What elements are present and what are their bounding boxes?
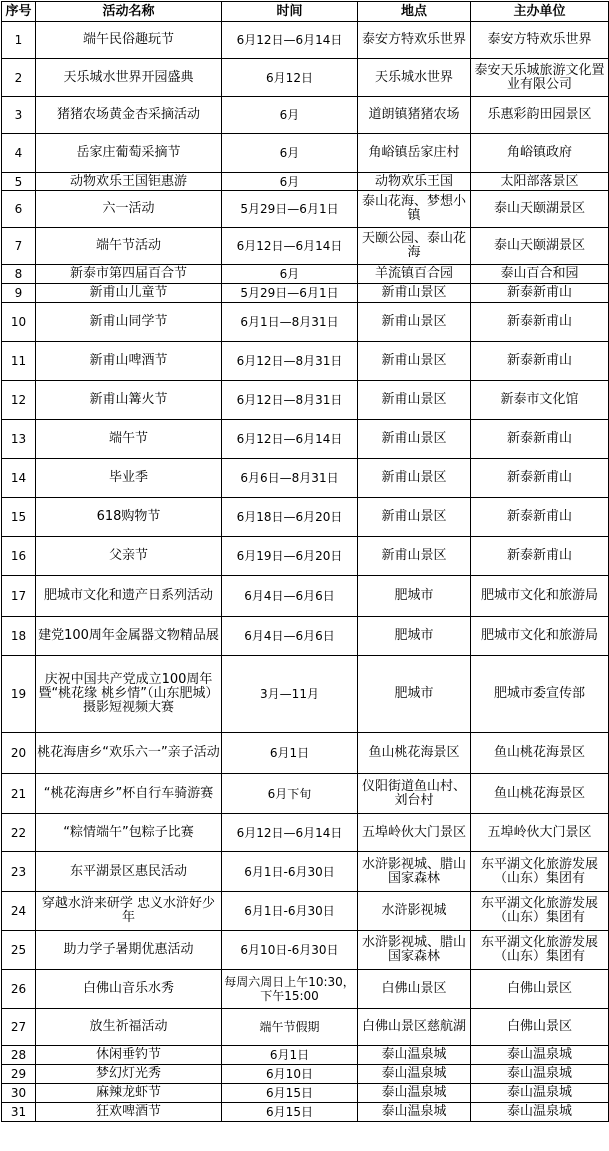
activity-organizer: 乐惠彩韵田园景区 <box>471 97 609 134</box>
activity-place: 泰山花海、梦想小镇 <box>358 191 471 228</box>
activity-organizer: 新泰市文化馆 <box>471 381 609 420</box>
activity-place: 新甫山景区 <box>358 284 471 303</box>
row-number: 15 <box>2 498 36 537</box>
header-org: 主办单位 <box>471 2 609 22</box>
activity-name: “粽情端午”包粽子比赛 <box>36 814 222 852</box>
row-number: 30 <box>2 1084 36 1103</box>
activity-time: 6月10日 <box>222 1065 358 1084</box>
activity-organizer: 新泰新甫山 <box>471 498 609 537</box>
activity-organizer: 泰山天颐湖景区 <box>471 228 609 265</box>
activity-time: 6月下旬 <box>222 774 358 814</box>
activity-organizer: 泰山温泉城 <box>471 1084 609 1103</box>
table-row <box>2 1009 609 1046</box>
activity-organizer: 泰山天颐湖景区 <box>471 191 609 228</box>
activity-time: 6月1日-6月30日 <box>222 852 358 892</box>
activity-name: 动物欢乐王国钜惠游 <box>36 173 222 191</box>
header-row <box>2 2 609 22</box>
activity-name: 新甫山啤酒节 <box>36 342 222 381</box>
table-row <box>2 1103 609 1122</box>
activity-place: 新甫山景区 <box>358 381 471 420</box>
table-row <box>2 774 609 814</box>
table-row <box>2 303 609 342</box>
activity-place: 泰安方特欢乐世界 <box>358 22 471 59</box>
activity-organizer: 新泰新甫山 <box>471 459 609 498</box>
table-row <box>2 381 609 420</box>
header-place: 地点 <box>358 2 471 22</box>
activity-place: 白佛山景区慈航湖 <box>358 1009 471 1046</box>
table-row <box>2 22 609 59</box>
activity-place: 羊流镇百合园 <box>358 265 471 284</box>
activity-organizer: 肥城市委宣传部 <box>471 656 609 733</box>
activity-name: 东平湖景区惠民活动 <box>36 852 222 892</box>
table-row <box>2 537 609 576</box>
row-number: 24 <box>2 892 36 931</box>
activity-name: 猪猪农场黄金杏采摘活动 <box>36 97 222 134</box>
activity-organizer: 新泰新甫山 <box>471 420 609 459</box>
header-no: 序号 <box>2 2 36 22</box>
activity-place: 鱼山桃花海景区 <box>358 733 471 774</box>
activity-time: 6月12日—6月14日 <box>222 22 358 59</box>
table-row <box>2 191 609 228</box>
table-row <box>2 931 609 970</box>
activity-place: 五埠岭伙大门景区 <box>358 814 471 852</box>
activity-organizer: 五埠岭伙大门景区 <box>471 814 609 852</box>
activity-organizer: 白佛山景区 <box>471 1009 609 1046</box>
table-row <box>2 342 609 381</box>
table-row <box>2 576 609 617</box>
table-row <box>2 617 609 656</box>
activity-name: 庆祝中国共产党成立100周年暨“桃花缘 桃乡情”（山东肥城）摄影短视频大赛 <box>36 656 222 733</box>
activity-time: 6月1日 <box>222 1046 358 1065</box>
activity-name: 建党100周年金属器文物精品展 <box>36 617 222 656</box>
row-number: 12 <box>2 381 36 420</box>
activity-place: 新甫山景区 <box>358 537 471 576</box>
table-row <box>2 498 609 537</box>
header-time: 时间 <box>222 2 358 22</box>
activity-place: 新甫山景区 <box>358 420 471 459</box>
activity-place: 新甫山景区 <box>358 303 471 342</box>
row-number: 29 <box>2 1065 36 1084</box>
activity-organizer: 新泰新甫山 <box>471 342 609 381</box>
table-row <box>2 173 609 191</box>
row-number: 10 <box>2 303 36 342</box>
activity-place: 泰山温泉城 <box>358 1065 471 1084</box>
activity-time: 6月12日—6月14日 <box>222 814 358 852</box>
activity-organizer: 东平湖文化旅游发展（山东）集团有 <box>471 892 609 931</box>
row-number: 16 <box>2 537 36 576</box>
activity-time: 6月18日—6月20日 <box>222 498 358 537</box>
activity-place: 新甫山景区 <box>358 342 471 381</box>
activity-name: 桃花海唐乡“欢乐六一”亲子活动 <box>36 733 222 774</box>
table-body <box>2 22 609 1122</box>
activity-organizer: 角峪镇政府 <box>471 134 609 173</box>
activity-place: 道朗镇猪猪农场 <box>358 97 471 134</box>
activity-time: 每周六周日上午10:30，下午15:00 <box>222 970 358 1009</box>
activity-time: 6月10日-6月30日 <box>222 931 358 970</box>
table-row <box>2 284 609 303</box>
activity-name: 端午民俗趣玩节 <box>36 22 222 59</box>
activity-organizer: 白佛山景区 <box>471 970 609 1009</box>
activity-name: 六一活动 <box>36 191 222 228</box>
activity-time: 6月12日—6月14日 <box>222 420 358 459</box>
table-row <box>2 892 609 931</box>
row-number: 13 <box>2 420 36 459</box>
row-number: 31 <box>2 1103 36 1122</box>
row-number: 8 <box>2 265 36 284</box>
row-number: 1 <box>2 22 36 59</box>
activity-time: 6月4日—6月6日 <box>222 576 358 617</box>
activity-time: 6月 <box>222 265 358 284</box>
table-row <box>2 814 609 852</box>
row-number: 20 <box>2 733 36 774</box>
table-row <box>2 1084 609 1103</box>
activity-organizer: 新泰新甫山 <box>471 284 609 303</box>
activity-name: 肥城市文化和遗产日系列活动 <box>36 576 222 617</box>
activity-time: 6月1日-6月30日 <box>222 892 358 931</box>
activity-name: “桃花海唐乡”杯自行车骑游赛 <box>36 774 222 814</box>
table-row <box>2 656 609 733</box>
row-number: 4 <box>2 134 36 173</box>
activity-name: 父亲节 <box>36 537 222 576</box>
activity-place: 肥城市 <box>358 617 471 656</box>
activity-time: 6月12日—8月31日 <box>222 342 358 381</box>
activity-organizer: 泰安方特欢乐世界 <box>471 22 609 59</box>
row-number: 27 <box>2 1009 36 1046</box>
activity-organizer: 新泰新甫山 <box>471 303 609 342</box>
activity-organizer: 鱼山桃花海景区 <box>471 774 609 814</box>
table-row <box>2 733 609 774</box>
activity-name: 新泰市第四届百合节 <box>36 265 222 284</box>
table-row <box>2 1046 609 1065</box>
activity-organizer: 泰山百合和园 <box>471 265 609 284</box>
activity-time: 6月15日 <box>222 1084 358 1103</box>
activity-organizer: 泰山温泉城 <box>471 1046 609 1065</box>
activity-name: 新甫山同学节 <box>36 303 222 342</box>
activity-organizer: 泰山温泉城 <box>471 1103 609 1122</box>
activity-organizer: 东平湖文化旅游发展（山东）集团有 <box>471 852 609 892</box>
row-number: 28 <box>2 1046 36 1065</box>
activity-place: 新甫山景区 <box>358 498 471 537</box>
activity-name: 狂欢啤酒节 <box>36 1103 222 1122</box>
row-number: 21 <box>2 774 36 814</box>
row-number: 11 <box>2 342 36 381</box>
activity-time: 端午节假期 <box>222 1009 358 1046</box>
activity-place: 动物欢乐王国 <box>358 173 471 191</box>
activity-name: 天乐城水世界开园盛典 <box>36 59 222 97</box>
activity-name: 端午节活动 <box>36 228 222 265</box>
activity-time: 6月1日 <box>222 733 358 774</box>
activity-place: 新甫山景区 <box>358 459 471 498</box>
activity-time: 5月29日—6月1日 <box>222 284 358 303</box>
activity-place: 肥城市 <box>358 656 471 733</box>
activity-name: 梦幻灯光秀 <box>36 1065 222 1084</box>
table-row <box>2 134 609 173</box>
table-row <box>2 459 609 498</box>
activity-place: 水浒影视城、腊山国家森林 <box>358 931 471 970</box>
activity-time: 3月—11月 <box>222 656 358 733</box>
row-number: 26 <box>2 970 36 1009</box>
row-number: 19 <box>2 656 36 733</box>
activity-table <box>1 1 609 1122</box>
activity-place: 肥城市 <box>358 576 471 617</box>
row-number: 22 <box>2 814 36 852</box>
activity-place: 水浒影视城 <box>358 892 471 931</box>
activity-name: 岳家庄葡萄采摘节 <box>36 134 222 173</box>
table-row <box>2 265 609 284</box>
activity-time: 6月15日 <box>222 1103 358 1122</box>
activity-organizer: 肥城市文化和旅游局 <box>471 617 609 656</box>
table-row <box>2 970 609 1009</box>
table-row <box>2 228 609 265</box>
activity-organizer: 泰安天乐城旅游文化置业有限公司 <box>471 59 609 97</box>
activity-name: 新甫山篝火节 <box>36 381 222 420</box>
activity-place: 泰山温泉城 <box>358 1046 471 1065</box>
table-row <box>2 852 609 892</box>
activity-name: 新甫山儿童节 <box>36 284 222 303</box>
activity-time: 6月4日—6月6日 <box>222 617 358 656</box>
activity-organizer: 太阳部落景区 <box>471 173 609 191</box>
activity-organizer: 东平湖文化旅游发展（山东）集团有 <box>471 931 609 970</box>
activity-place: 天乐城水世界 <box>358 59 471 97</box>
row-number: 3 <box>2 97 36 134</box>
activity-name: 助力学子暑期优惠活动 <box>36 931 222 970</box>
activity-organizer: 肥城市文化和旅游局 <box>471 576 609 617</box>
activity-time: 6月12日—8月31日 <box>222 381 358 420</box>
activity-place: 天颐公园、泰山花海 <box>358 228 471 265</box>
activity-place: 泰山温泉城 <box>358 1103 471 1122</box>
table-row <box>2 1065 609 1084</box>
table-row <box>2 97 609 134</box>
row-number: 6 <box>2 191 36 228</box>
activity-place: 泰山温泉城 <box>358 1084 471 1103</box>
activity-place: 白佛山景区 <box>358 970 471 1009</box>
activity-place: 水浒影视城、腊山国家森林 <box>358 852 471 892</box>
activity-organizer: 鱼山桃花海景区 <box>471 733 609 774</box>
activity-time: 6月19日—6月20日 <box>222 537 358 576</box>
row-number: 17 <box>2 576 36 617</box>
row-number: 14 <box>2 459 36 498</box>
table-row <box>2 420 609 459</box>
activity-name: 毕业季 <box>36 459 222 498</box>
activity-name: 618购物节 <box>36 498 222 537</box>
row-number: 5 <box>2 173 36 191</box>
activity-time: 6月 <box>222 134 358 173</box>
activity-time: 6月 <box>222 173 358 191</box>
activity-time: 6月12日—6月14日 <box>222 228 358 265</box>
row-number: 2 <box>2 59 36 97</box>
table-row <box>2 59 609 97</box>
activity-name: 端午节 <box>36 420 222 459</box>
header-name: 活动名称 <box>36 2 222 22</box>
activity-name: 放生祈福活动 <box>36 1009 222 1046</box>
activity-time: 6月 <box>222 97 358 134</box>
row-number: 9 <box>2 284 36 303</box>
activity-name: 麻辣龙虾节 <box>36 1084 222 1103</box>
activity-place: 角峪镇岳家庄村 <box>358 134 471 173</box>
activity-time: 6月6日—8月31日 <box>222 459 358 498</box>
activity-name: 休闲垂钓节 <box>36 1046 222 1065</box>
activity-organizer: 新泰新甫山 <box>471 537 609 576</box>
activity-time: 5月29日—6月1日 <box>222 191 358 228</box>
row-number: 18 <box>2 617 36 656</box>
activity-time: 6月12日 <box>222 59 358 97</box>
activity-name: 白佛山音乐水秀 <box>36 970 222 1009</box>
activity-time: 6月1日—8月31日 <box>222 303 358 342</box>
activity-name: 穿越水浒来研学 忠义水浒好少年 <box>36 892 222 931</box>
row-number: 7 <box>2 228 36 265</box>
activity-place: 仪阳街道鱼山村、刘台村 <box>358 774 471 814</box>
activity-organizer: 泰山温泉城 <box>471 1065 609 1084</box>
row-number: 23 <box>2 852 36 892</box>
row-number: 25 <box>2 931 36 970</box>
